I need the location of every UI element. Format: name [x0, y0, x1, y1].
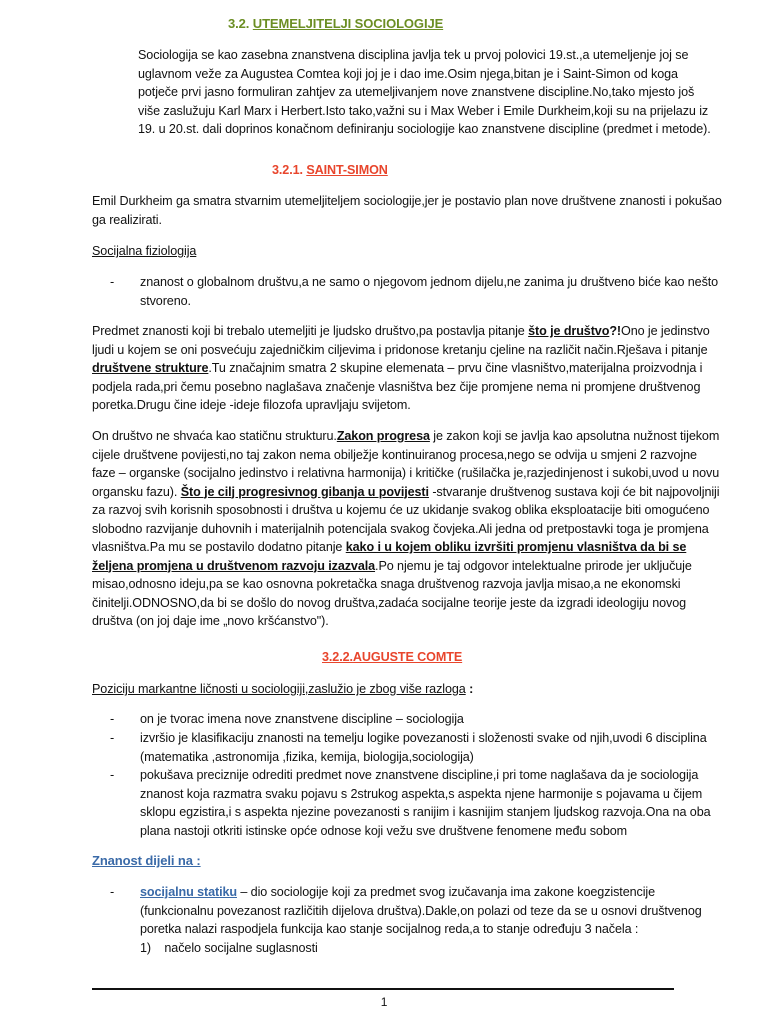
subheading-title: SAINT-SIMON [306, 163, 388, 177]
list-dash: - [110, 712, 115, 726]
paragraph-zakon-progresa [92, 427, 722, 631]
section-heading [228, 15, 628, 34]
term-socijalna-statika: socijalnu statiku [140, 885, 237, 899]
intro-paragraph: Sociologija se kao zasebna znanstvena disciplina javlja tek u prvoj polovici 19.st.,a utemeljenje joj se uglavnom veže za Augustea Comtea koji joj je i dao ime.Osim njega,bitan je i Saint-Simon od koga potječe prvi jasno formuliran zahtjev za utemeljivanjem nove znanstvene discipline.No,tako mjesto još više zaslužuju Karl Marx i Herbert.Isto tako,važni su i Max Weber i Emile Durkheim,koji su na prijelazu iz 19. u 20.st. dali doprinos konačnom definiranju sociologije kao znanstvene discipline (predmet i metode). [138, 48, 711, 136]
list-dash: - [110, 885, 115, 899]
page-number: 1 [380, 995, 388, 1009]
list-item [110, 729, 720, 766]
paragraph-text: Ono je jedinstvo ljudi u kojem se oni posvećuju zajedničkim ciljevima i pridonose kretanju cjeline na različit način.Rješava i pitanje [92, 324, 710, 357]
emphasis-sto-je-drustvo: što je društvo [528, 324, 610, 338]
heading-znanost-dijeli: Znanost dijeli na : [92, 853, 201, 868]
paragraph-predmet [92, 322, 722, 415]
section-heading-title: UTEMELJITELJI SOCIOLOGIJE [252, 16, 444, 31]
paragraph-text: je zakon koji se javlja kao apsolutna nužnost tijekom cijele društvene povijesti,no taj zakon nema obilježje kontinuiranog procesa,nego se odvija u smjeni 2 razvojne faze – organske (socijalno jedinstvo i relativna harmonija) i kritičke (rušilačka je,razjedinjenost i sukobi,uvod u novu organsku fazu). [92, 429, 720, 499]
list-item-text: znanost o globalnom društvu,a ne samo o njegovom jednom dijelu,ne zanima ju društveno biće kao nešto stvoreno. [140, 275, 719, 308]
numbered-item-text: načelo socijalne suglasnosti [164, 941, 318, 955]
emphasis-punctuation: ?! [609, 324, 621, 338]
label-socijalna-fiziologija: Socijalna fiziologija [92, 244, 197, 258]
paragraph-text: .Po njemu je taj odgovor intelektualne prirode jer uključuje misao,odnosno ideju,pa se kao osnovna pokretačka snaga društvenog razvoja javlja misao,a ne ekonomski činitelji.ODNOSNO,da bi se došlo do novog društva,zadaća socijalne teorije jeste da izgradi ideologiju novog društva (on joj daje ime „novo kršćanstvo"). [92, 558, 692, 628]
list-item-text: on je tvorac imena nove znanstvene discipline – sociologija [140, 712, 464, 726]
list-item [110, 710, 720, 729]
list-item-text: pokušava preciznije odrediti predmet nove znanstvene discipline,i pri tome naglašava da je sociologija znanost koja razmatra svaku pojavu s 2strukog aspekta,s aspekta njene harmonije s pojavama u čijem sklopu egzistira,i s aspekta njezine povezanosti s ranijim i kasnijim stanjem ljudskog razvoja.Ona na oba plana nastoji otkriti istinske opće odnose koji vežu sve društvene fenomene među sobom [140, 768, 711, 838]
list-item-text: izvršio je klasifikaciju znanosti na temelju logike povezanosti i složenosti svake od njih,uvodi 6 disciplina (matematika ,astronomija ,fizika, kemija, biologija,sociologija) [140, 731, 707, 764]
list-dash: - [110, 731, 115, 745]
numbered-item-number: 1) [140, 941, 151, 955]
footer-rule [92, 988, 674, 990]
emphasis-zakon-progresa: Zakon progresa [336, 429, 430, 443]
emphasis-promjena-vlasnistva: kako i u kojem obliku izvršiti promjenu vlasništva da bi se željena promjena u društvenom razvoju izazvala [92, 540, 687, 573]
subheading-auguste-comte: 3.2.2.AUGUSTE COMTE [322, 650, 463, 664]
list-item [110, 766, 720, 840]
emphasis-cilj-progresivnog-gibanja: Što je cilj progresivnog gibanja u povijesti [180, 484, 429, 499]
subheading-saint-simon [272, 161, 572, 180]
paragraph-text: -stvaranje društvenog sustava koji će bit najpovoljniji za razvoj svih korisnih sposobnosti i društva u kojemu će uz ukidanje svakog oblika eksploatacije biti omogućeno slobodno razvijanje duhovnih i materijalnih potencijala svakog čovjeka.Ali jedna od pretpostavki toga je promjena vlasništva.Pa mu se postavilo dodatno pitanje [92, 484, 720, 554]
paragraph-text: Predmet znanosti koji bi trebalo utemeljiti je ljudsko društvo,pa postavlja pitanje [92, 324, 529, 338]
paragraph-text: .Tu značajnim smatra 2 skupine elemenata – prvu čine vlasništvo,materijalna proizvodnja i podjela rada,pri čemu posebno naglašava značenje vlasništva bez čije promjene nema ni promjene društvenog poretka.Drugu čine ideje -ideje filozofa upravljaju svijetom. [92, 361, 703, 412]
paragraph-durkheim: Emil Durkheim ga smatra stvarnim utemeljiteljem sociologije,jer je postavio plan nove društvene znanosti i pokušao ga realizirati. [92, 194, 722, 227]
emphasis-drustvene-strukture: društvene strukture [92, 361, 209, 375]
poziciju-colon: : [465, 682, 474, 696]
subheading-number: 3.2.1. [272, 163, 307, 177]
poziciju-text: Poziciju markantne ličnosti u sociologiji,zaslužio je zbog više razloga [92, 682, 466, 696]
section-heading-number: 3.2. [228, 16, 253, 31]
list-item-text: – dio sociologije koji za predmet svog izučavanja ima zakone koegzistencije (funkcionalnu povezanost različitih dijelova društva).Dakle,on polazi od teze da se u osnovi društvenog poretka nalazi raspodjela funkcija kao stanje socijalnog reda,a to stanje određuju 3 načela : [140, 885, 702, 936]
paragraph-poziciju [92, 680, 722, 699]
list-dash: - [110, 275, 115, 289]
list-item [110, 883, 720, 939]
numbered-item [140, 939, 700, 958]
list-item [110, 273, 720, 310]
list-dash: - [110, 768, 115, 782]
paragraph-text: On društvo ne shvaća kao statičnu strukturu. [92, 429, 337, 443]
